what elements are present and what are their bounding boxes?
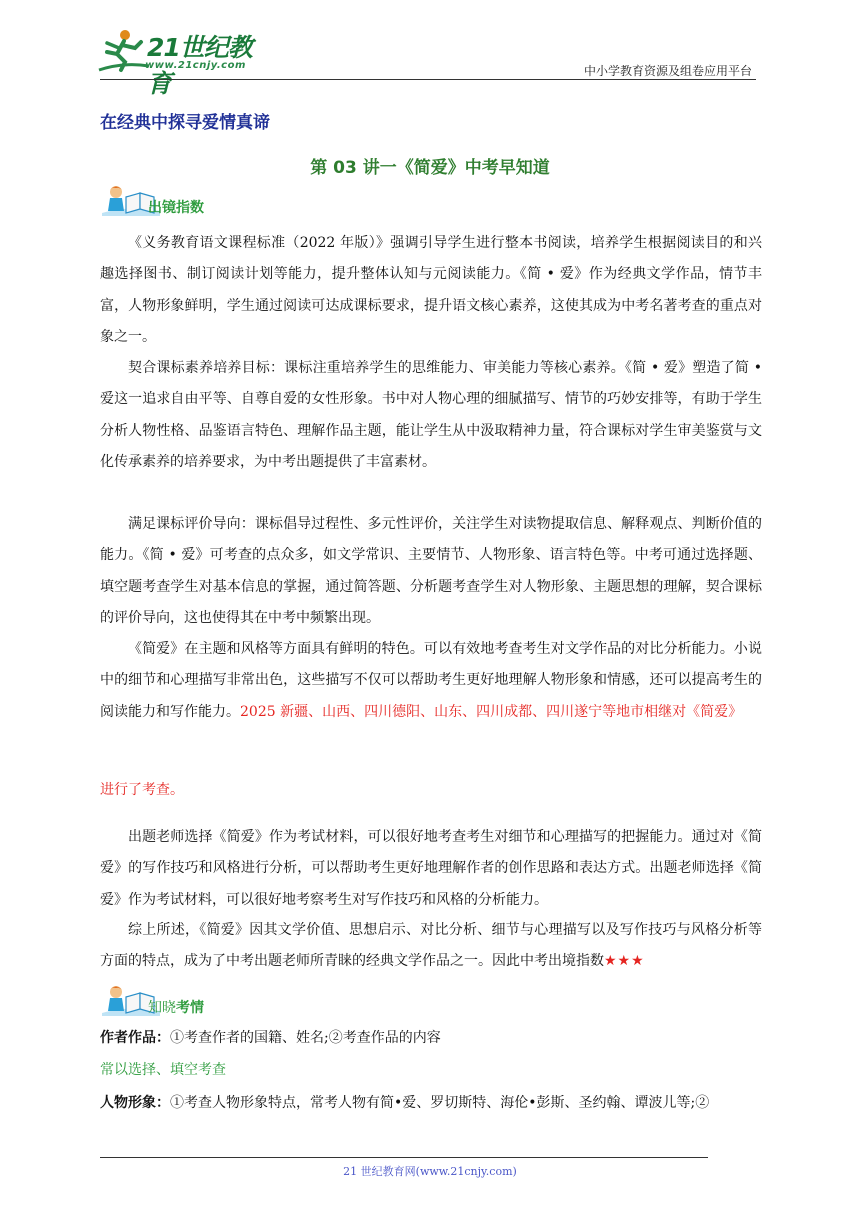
section-label-bold: 考情 xyxy=(176,1000,204,1016)
page-header xyxy=(0,0,860,98)
paragraph-summary xyxy=(100,915,762,978)
platform-name: 中小学教育资源及组卷应用平台 xyxy=(583,64,752,78)
section-label xyxy=(148,997,204,1017)
rating-stars: ★★★ xyxy=(604,953,645,970)
footer-divider xyxy=(100,1157,708,1158)
character-text: ①考查人物形象特点，常考人物有简•爱、罗切斯特、海伦•彭斯、圣约翰、谭波儿等;② xyxy=(170,1095,710,1111)
author-work-text: ①考查作者的国籍、姓名;②考查作品的内容 xyxy=(170,1030,441,1046)
series-title: 在经典中探寻爱情真谛 xyxy=(100,113,270,133)
paragraph-features xyxy=(100,634,762,728)
logo-text: 21世纪教育 xyxy=(147,33,252,98)
author-work-label: 作者作品： xyxy=(100,1030,170,1046)
question-type-note: 常以选择、填空考查 xyxy=(100,1062,226,1078)
character-line xyxy=(100,1088,762,1119)
paragraph-curriculum: 《义务教育语文课程标准（2022 年版）》强调引导学生进行整本书阅读，培养学生根据阅读目的和兴趣选择图书、制订阅读计划等能力，提升整体认知与元阅读能力。《简 • 爱》作为经典文学作品，情节丰富，人物形象鲜明，学生通过阅读可达成课标要求，提升语文核心素养，这使其成为中考名著考查的重点对象之一。 xyxy=(100,235,762,345)
summary-text: 综上所述，《简爱》因其文学价值、思想启示、对比分析、细节与心理描写以及写作技巧与风格分析等方面的特点，成为了中考出题老师所青睐的经典文学作品之一。因此中考出境指数 xyxy=(100,922,762,970)
site-logo xyxy=(95,26,265,98)
running-figure-icon xyxy=(95,26,151,76)
features-text: 《简爱》在主题和风格等方面具有鲜明的特色。可以有效地考查考生对文学作品的对比分析能力。小说中的细节和心理描写非常出色，这些描写不仅可以帮助考生更好地理解人物形象和情感，还可以提高考生的阅读能力和写作能力。 xyxy=(100,641,762,720)
section-label: 出镜指数 xyxy=(148,200,204,216)
footer-site: 21 世纪教育网(www.21cnjy.com) xyxy=(343,1165,517,1178)
character-label: 人物形象： xyxy=(100,1095,170,1111)
lecture-title: 第 03 讲一《简爱》中考早知道 xyxy=(310,158,550,178)
exam-regions-highlight-continued: 进行了考查。 xyxy=(100,782,184,798)
paragraph-evaluation: 满足课标评价导向：课标倡导过程性、多元性评价，关注学生对读物提取信息、解释观点、判断价值的能力。《简 • 爱》可考查的点众多，如文学常识、主要情节、人物形象、语言特色等。中考可通过选择题、填空题考查学生对基本信息的掌握，通过简答题、分析题考查学生对人物形象、主题思想的理解，契合课标的评价导向，这也使得其在中考中频繁出现。 xyxy=(100,516,762,626)
header-divider xyxy=(100,79,756,80)
paragraph-literacy-goal: 契合课标素养培养目标：课标注重培养学生的思维能力、审美能力等核心素养。《简 • 爱》塑造了简 • 爱这一追求自由平等、自尊自爱的女性形象。书中对人物心理的细腻描写、情节的巧妙安排等，有助于学生分析人物性格、品鉴语言特色、理解作品主题，能让学生从中汲取精神力量，符合课标对学生审美鉴赏与文化传承素养的培养要求，为中考出题提供了丰富素材。 xyxy=(100,360,762,470)
paragraph-teacher-choice: 出题老师选择《简爱》作为考试材料，可以很好地考查考生对细节和心理描写的把握能力。通过对《简爱》的写作技巧和风格进行分析，可以帮助考生更好地理解作者的创作思路和表达方式。出题老师选择《简爱》作为考试材料，可以很好地考察考生对写作技巧和风格的分析能力。 xyxy=(100,829,762,908)
logo-url: www.21cnjy.com xyxy=(145,60,246,71)
exam-regions-highlight: 2025 新疆、山西、四川德阳、山东、四川成都、四川遂宁等地市相继对《简爱》 xyxy=(240,703,743,720)
author-work-line xyxy=(100,1023,762,1054)
section-label-light: 知晓 xyxy=(148,1000,176,1016)
